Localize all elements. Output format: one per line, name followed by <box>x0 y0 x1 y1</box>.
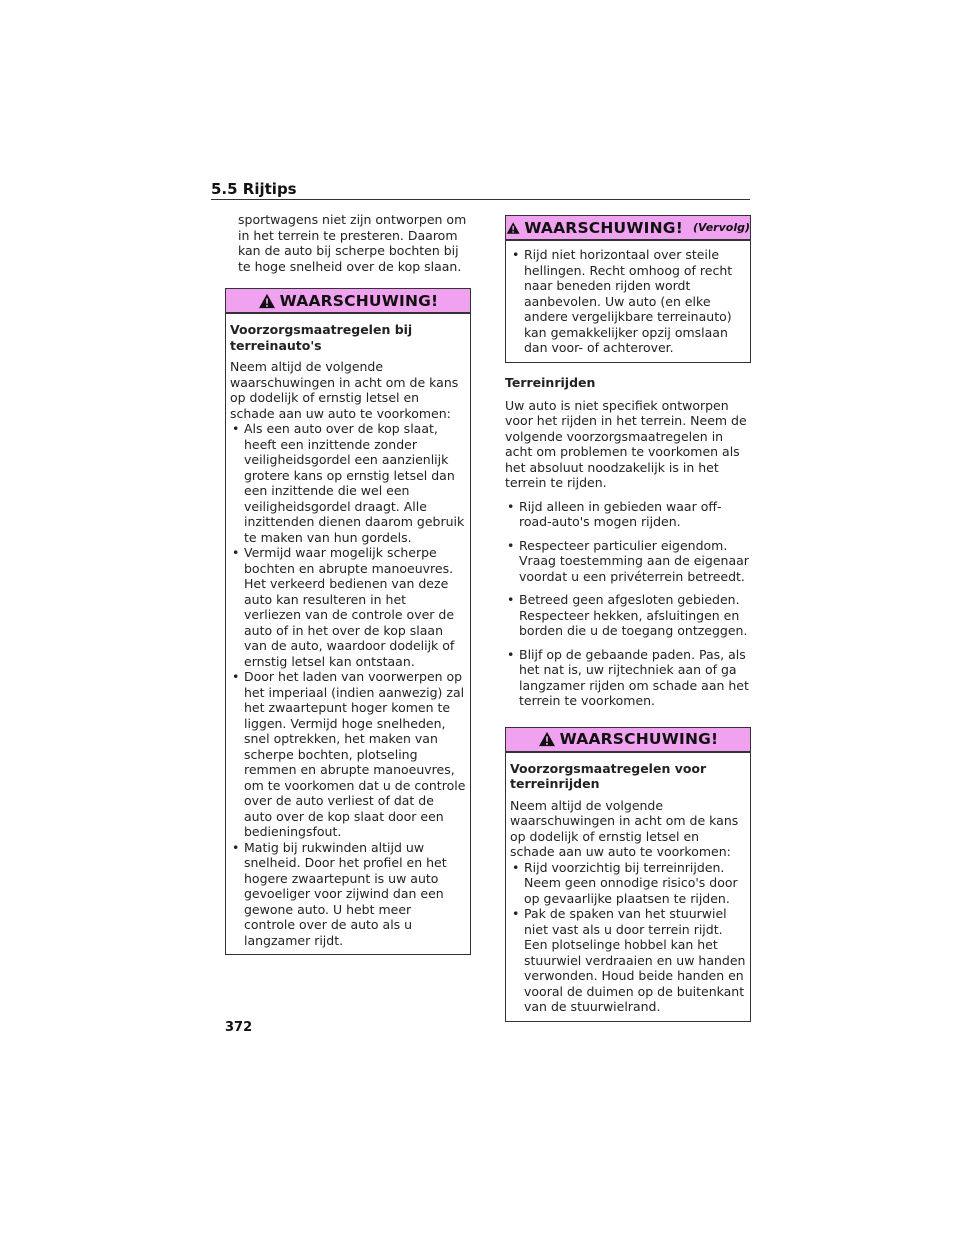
warning-subtitle: Voorzorgsmaatregelen voor terreinrijden <box>510 760 707 791</box>
intro-paragraph: sportwagens niet zijn ontworpen om in het terrein te presteren. Daarom kan de auto bij scherpe bochten bij te hoge snelheid over de kop slaan. <box>238 212 467 274</box>
warning-box-continued <box>505 215 751 363</box>
warning-body <box>506 753 750 1021</box>
warning-header <box>506 728 750 753</box>
section-title: 5.5 Rijtips <box>211 180 297 198</box>
terreinrijden-paragraph: Uw auto is niet specifiek ontworpen voor het rijden in het terrein. Neem de volgende voorzorgsmaatregelen in acht om problemen te voorkomen als het absoluut noodzakelijk is in het terrein te rijden. <box>505 397 747 490</box>
warning-continued-label: (Vervolg) <box>692 221 750 234</box>
warning-body <box>506 241 750 362</box>
warning-intro: Neem altijd de volgende waarschuwingen in acht om de kans op dodelijk of ernstig letsel en schade aan uw auto te voorkomen: <box>510 797 739 859</box>
list-item: • Blijf op de gebaande paden. Pas, als het nat is, uw rijtechniek aan of ga langzamer rijden om schade aan het terrein te voorkomen. <box>505 647 751 709</box>
warning-title: WAARSCHUWING! <box>524 218 683 237</box>
warning-list <box>510 860 746 1015</box>
page-number: 372 <box>225 1020 253 1035</box>
heading-terreinrijden: Terreinrijden <box>505 374 596 390</box>
right-column <box>505 215 751 1032</box>
warning-box-2 <box>505 727 751 1022</box>
warning-list <box>230 421 466 948</box>
warning-triangle-icon <box>506 220 520 236</box>
warning-box <box>225 288 471 955</box>
list-item: • Rijd voorzichtig bij terreinrijden. Neem geen onnodige risico's door op gevaarlijke plaatsen te rijden. <box>510 860 746 907</box>
left-column <box>225 212 471 965</box>
warning-triangle-icon <box>258 293 276 309</box>
warning-intro: Neem altijd de volgende waarschuwingen in acht om de kans op dodelijk of ernstig letsel en schade aan uw auto te voorkomen: <box>230 359 459 421</box>
list-item: • Door het laden van voorwerpen op het imperiaal (indien aanwezig) zal het zwaartepunt hoger komen te liggen. Vermijd hoge snelheden, snel optrekken, het maken van scherpe bochten, plotseling remmen en abrupte manoeuvres, om te voorkomen dat u de controle over de auto verliest of dat de auto over de kop slaat door een bedieningsfout. <box>230 669 466 840</box>
warning-header <box>226 289 470 314</box>
warning-subtitle: Voorzorgsmaatregelen bij terreinauto's <box>230 322 413 353</box>
section-rule <box>211 199 750 200</box>
list-item: • Rijd alleen in gebieden waar off-road-auto's mogen rijden. <box>505 499 751 530</box>
warning-triangle-icon <box>538 731 556 747</box>
warning-header <box>506 216 750 241</box>
warning-list <box>510 247 746 356</box>
list-item: • Pak de spaken van het stuurwiel niet vast als u door terrein rijdt. Een plotselinge hobbel kan het stuurwiel verdraaien en uw handen verwonden. Houd beide handen en vooral de duimen op de buitenkant van de stuurwielrand. <box>510 906 746 1015</box>
warning-body <box>226 314 470 954</box>
list-item: • Als een auto over de kop slaat, heeft een inzittende zonder veiligheidsgordel een aanzienlijk grotere kans op ernstig letsel dan een inzittende die wel een veiligheidsgordel draagt. Alle inzittenden dienen daarom gebruik te maken van hun gordels. <box>230 421 466 545</box>
list-item: • Respecteer particulier eigendom. Vraag toestemming aan de eigenaar voordat u een privéterrein betreedt. <box>505 538 751 585</box>
list-item: • Matig bij rukwinden altijd uw snelheid. Door het profiel en het hogere zwaartepunt is uw auto gevoeliger voor zijwind dan een gewone auto. U hebt meer controle over de auto als u langzamer rijdt. <box>230 840 466 949</box>
terreinrijden-list <box>505 499 751 709</box>
list-item: • Vermijd waar mogelijk scherpe bochten en abrupte manoeuvres. Het verkeerd bedienen van deze auto kan resulteren in het verliezen van de controle over de auto of in het over de kop slaan van de auto, waardoor dodelijk of ernstig letsel kan ontstaan. <box>230 545 466 669</box>
list-item: • Rijd niet horizontaal over steile hellingen. Recht omhoog of recht naar beneden rijden wordt aanbevolen. Uw auto (en elke andere vergelijkbare terreinauto) kan gemakkelijker opzij omslaan dan voor- of achterover. <box>510 247 746 356</box>
warning-title: WAARSCHUWING! <box>279 291 439 310</box>
warning-title: WAARSCHUWING! <box>559 730 719 748</box>
list-item: • Betreed geen afgesloten gebieden. Respecteer hekken, afsluitingen en borden die u de toegang ontzeggen. <box>505 592 751 639</box>
